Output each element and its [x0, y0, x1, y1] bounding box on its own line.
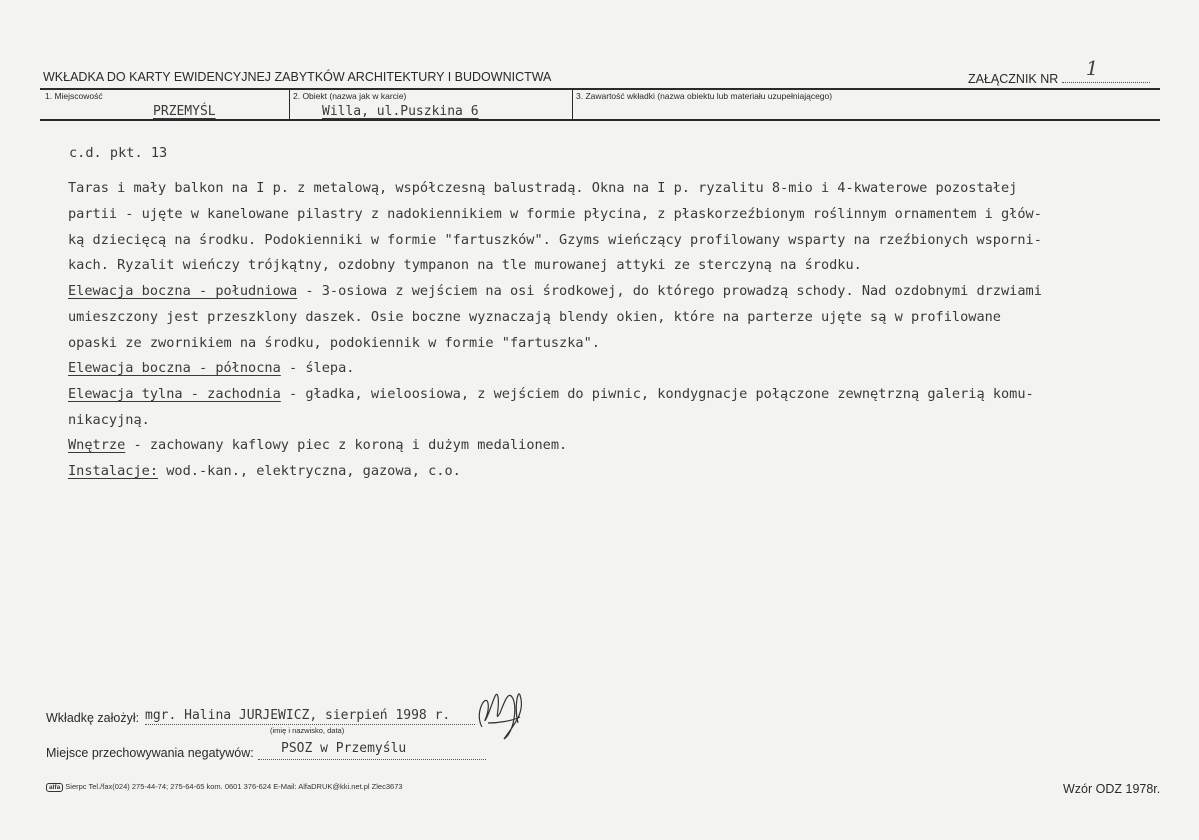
author-label: Wkładkę założył: [46, 711, 140, 725]
continuation-note: c.d. pkt. 13 [69, 145, 168, 161]
storage-field [258, 741, 486, 760]
locality-label: 1. Miejscowość [45, 91, 103, 101]
south-elevation-heading: Elewacja boczna - południowa [68, 283, 298, 299]
south-elevation-line-2: umieszczony jest przeszklony daszek. Osie boczne wyznaczają blendy okien, które na parterze ujęte są w profilowane [68, 309, 1001, 325]
author-sublabel: (imię i nazwisko, data) [270, 726, 345, 735]
description-line-1: Taras i mały balkon na I p. z metalową, współczesną balustradą. Okna na I p. ryzalitu 8-mio i 4-kwaterowe pozostałej [68, 180, 1018, 196]
interior-heading: Wnętrze [68, 437, 126, 453]
south-elevation-text: - 3-osiowa z wejściem na osi środkowej, do którego prowadzą schody. Nad ozdobnymi drzwiami [297, 283, 1042, 299]
rear-elevation-line-1 [68, 386, 1034, 402]
attachment-number: 1 [1085, 56, 1099, 80]
south-elevation-line-1 [68, 283, 1042, 299]
attachment-label [968, 56, 1150, 86]
attachment-number-field [1062, 56, 1150, 83]
installations-heading: Instalacje: [68, 463, 159, 479]
attachment-label-text: ZAŁĄCZNIK NR [968, 72, 1059, 86]
description-line-2: partii - ujęte w kanelowane pilastry z nadokiennikiem w formie płycina, z płaskorzeźbionym roślinnym ornamentem i głów- [68, 206, 1042, 222]
field-divider-2 [572, 90, 573, 120]
interior-text: - zachowany kaflowy piec z koroną i dużym medalionem. [125, 437, 568, 453]
rear-elevation-line-2: nikacyjną. [68, 412, 150, 428]
object-label: 2. Obiekt (nazwa jak w karcie) [293, 91, 407, 101]
printer-info [46, 782, 403, 792]
form-title: WKŁADKA DO KARTY EWIDENCYJNEJ ZABYTKÓW ARCHITEKTURY I BUDOWNICTWA [43, 70, 552, 84]
south-elevation-line-3: opaski ze zwornikiem na środku, podokiennik w formie "fartuszka". [68, 335, 600, 351]
north-elevation-line [68, 360, 354, 376]
north-elevation-heading: Elewacja boczna - północna [68, 360, 281, 376]
author-field [145, 710, 475, 725]
installations-line [68, 463, 461, 479]
storage-value: PSOZ w Przemyślu [281, 741, 407, 756]
rear-elevation-heading: Elewacja tylna - zachodnia [68, 386, 281, 402]
field-row-rule [40, 119, 1160, 121]
handwritten-signature [468, 683, 532, 745]
author-value: mgr. Halina JURJEWICZ, sierpień 1998 r. [145, 708, 451, 723]
contents-label: 3. Zawartość wkładki (nazwa obiektu lub materiału uzupełniającego) [576, 91, 833, 101]
locality-value: PRZEMYŚL [153, 104, 216, 119]
installations-text: wod.-kan., elektryczna, gazowa, c.o. [158, 463, 461, 479]
rear-elevation-text: - gładka, wieloosiowa, z wejściem do piwnic, kondygnacje połączone zewnętrzną galerią komu- [280, 386, 1034, 402]
header-rule [40, 88, 1160, 90]
printer-text: Sierpc Tel./fax(024) 275-44-74; 275-64-65 kom. 0601 376-624 E-Mail: AlfaDRUK@kki.net.pl Zlec3673 [65, 782, 403, 791]
description-line-4: kach. Ryzalit wieńczy trójkątny, ozdobny tympanon na tle murowanej attyki ze sterczyną na środku. [68, 257, 862, 273]
storage-label: Miejsce przechowywania negatywów: [46, 746, 254, 760]
description-line-3: ką dziecięcą na środku. Podokienniki w formie "fartuszków". Gzyms wieńczący profilowany wsparty na rzeźbionych wsporni- [68, 232, 1042, 248]
object-value: Willa, ul.Puszkina 6 [322, 104, 479, 119]
interior-line [68, 437, 567, 453]
field-divider-1 [289, 90, 290, 120]
north-elevation-text: - ślepa. [280, 360, 355, 376]
printer-logo-icon: alfa [46, 783, 63, 792]
form-model: Wzór ODZ 1978r. [1063, 782, 1161, 796]
